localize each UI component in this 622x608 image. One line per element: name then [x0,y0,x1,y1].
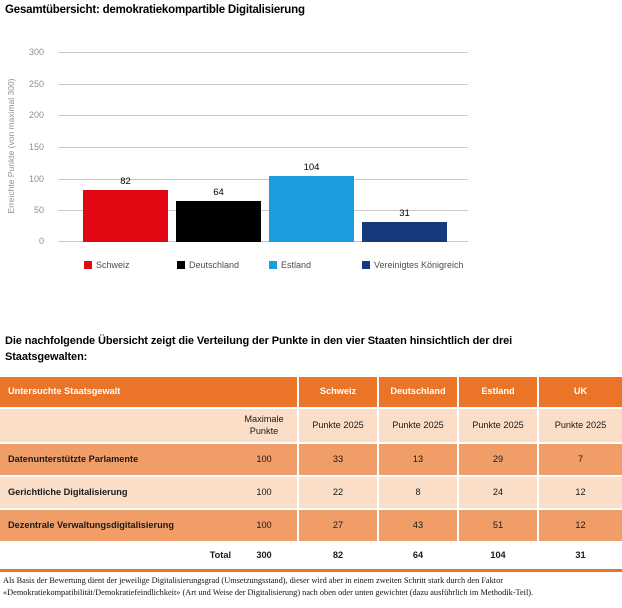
footnote-line: Als Basis der Bewertung dient der jeweilige Digitalisierungsgrad (Umsetzungsstand), dieser wird aber in einem zweiten Schritt stark durch den Faktor [3,576,503,585]
table-row-label-cell [0,477,297,508]
bar-vereinigtes-königreich [362,222,447,242]
y-tick-label: 50 [33,205,44,215]
y-tick-label: 100 [28,174,44,184]
table-header-country: Estland [459,377,537,407]
intro-text: Die nachfolgende Übersicht zeigt die Verteilung der Punkte in den vier Staaten hinsichtlich der drei Staatsgewalten: [5,335,513,363]
row-max-value: 100 [256,486,272,497]
table-cell: 8 [379,477,457,508]
row-label: Gerichtliche Digitalisierung [8,486,128,497]
scores-table [0,377,622,569]
legend-label: Estland [281,260,312,270]
table-subheader-year: Punkte 2025 [539,409,622,442]
table-cell: 27 [299,510,377,541]
table-subheader-year: Punkte 2025 [379,409,457,442]
table-cell: 22 [299,477,377,508]
legend-label: Deutschland [189,260,240,270]
gridline [58,147,468,148]
footnote [3,575,621,598]
table-row-label-cell [0,444,297,475]
y-tick-label: 150 [28,142,44,152]
y-tick-label: 200 [28,110,44,120]
bar-schweiz [83,190,168,242]
gridline [58,115,468,116]
total-cell: 64 [379,543,457,569]
table-cell: 29 [459,444,537,475]
row-label: Dezentrale Verwaltungsdigitalisierung [8,519,174,530]
table-cell: 51 [459,510,537,541]
legend-label: Vereinigtes Königreich [374,260,464,270]
legend-swatch-icon [177,261,185,269]
row-max-value: 100 [256,519,272,530]
table-header-country: Deutschland [379,377,457,407]
gridline [58,84,468,85]
page-title: Gesamtübersicht: demokratiekompartible Digitalisierung [5,4,305,16]
legend-label: Schweiz [96,260,130,270]
table-cell: 13 [379,444,457,475]
table-cell: 43 [379,510,457,541]
bar-value-label: 82 [120,176,131,187]
legend-item [177,260,239,270]
row-max-value: 100 [256,453,272,464]
table-header-country: Schweiz [299,377,377,407]
table-cell: 33 [299,444,377,475]
total-max-value: 300 [256,550,272,561]
y-axis-label: Erreichte Punkte (von maximal 300) [6,78,16,214]
table-header-staatsgewalt: Untersuchte Staatsgewalt [0,377,297,407]
total-cell: 82 [299,543,377,569]
bar-chart [0,30,622,330]
table-bottom-rule [0,569,622,572]
gridline [58,52,468,53]
y-tick-label: 300 [28,47,44,57]
legend-swatch-icon [84,261,92,269]
bar-value-label: 104 [303,162,320,173]
table-subheader-year: Punkte 2025 [459,409,537,442]
bar-value-label: 31 [399,208,410,219]
total-label: Total [209,550,231,561]
total-cell: 104 [459,543,537,569]
max-punkte-label: Maximale Punkte [244,414,284,436]
row-label: Datenunterstützte Parlamente [8,453,139,464]
legend-item [362,260,464,270]
total-cell: 31 [539,543,622,569]
table-cell: 7 [539,444,622,475]
table-subheader-max [0,409,297,442]
y-tick-label: 0 [38,236,44,246]
table-header-country: UK [539,377,622,407]
table-subheader-year: Punkte 2025 [299,409,377,442]
table-cell: 12 [539,510,622,541]
bar-value-label: 64 [213,187,224,198]
bar-estland [269,176,354,242]
table-cell: 12 [539,477,622,508]
legend-item [84,260,130,270]
legend-item [269,260,311,270]
bar-deutschland [176,201,261,242]
total-label-cell [0,543,297,569]
plot-area [58,52,468,242]
footnote-line: «Demokratiekompatibilität/Demokratiefeindlichkeit» (Art und Weise der Digitalisierung) nach oben oder unten gewichtet (dazu ausführlich im Methodik-Teil). [3,587,534,597]
table-row-label-cell [0,510,297,541]
y-tick-label: 250 [28,79,44,89]
table-cell: 24 [459,477,537,508]
legend-swatch-icon [362,261,370,269]
legend-swatch-icon [269,261,277,269]
